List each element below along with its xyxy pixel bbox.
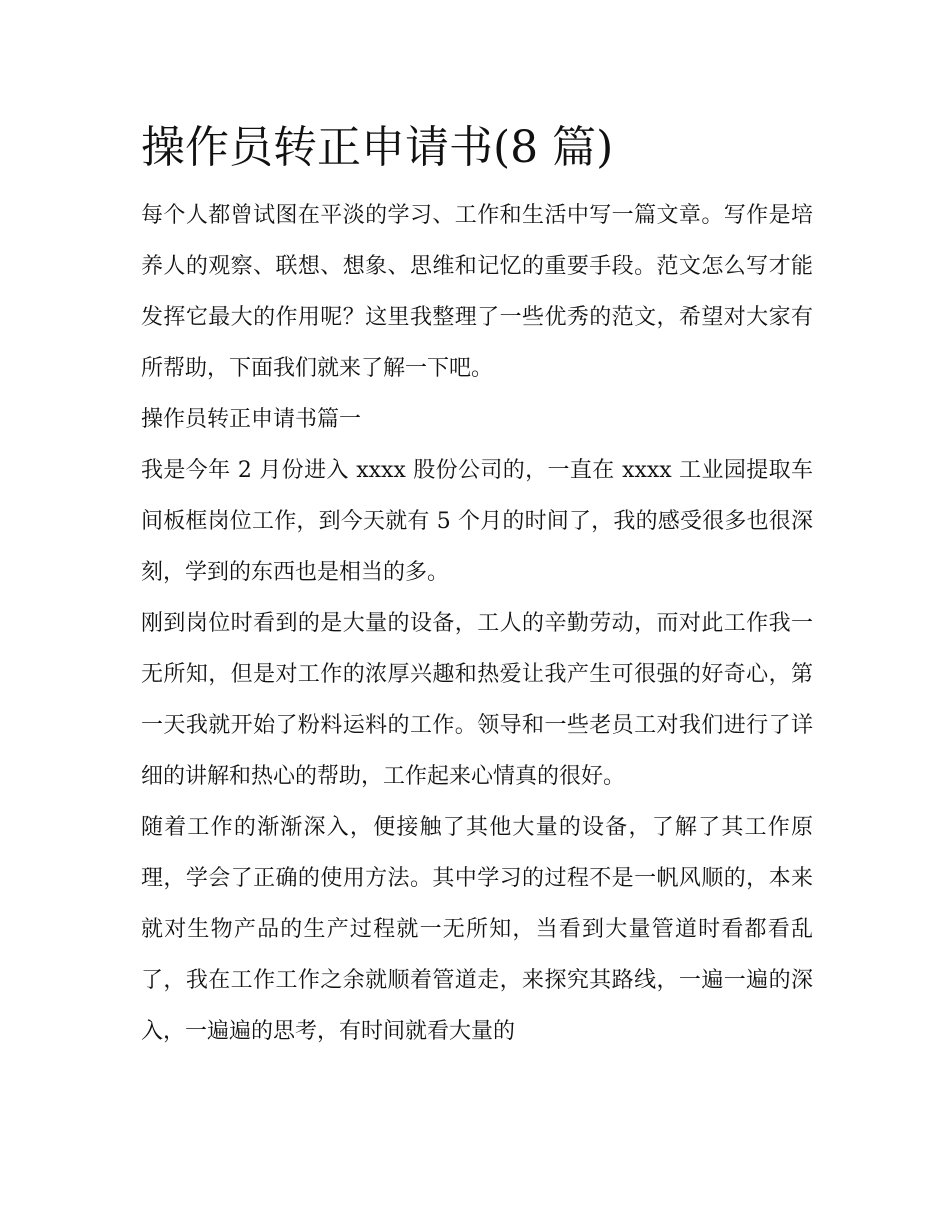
document-body	[141, 112, 813, 1057]
body-paragraph-2: 刚到岗位时看到的是大量的设备，工人的辛勤劳动，而对此工作我一无所知，但是对工作的浓厚兴趣和热爱让我产生可很强的好奇心，第一天我就开始了粉料运料的工作。领导和一些老员工对我们进行了详细的讲解和热心的帮助，工作起来心情真的很好。	[141, 611, 813, 789]
document-title: 操作员转正申请书(8 篇)	[141, 122, 614, 173]
intro-paragraph: 每个人都曾试图在平淡的学习、工作和生活中写一篇文章。写作是培养人的观察、联想、想象、思维和记忆的重要手段。范文怎么写才能发挥它最大的作用呢？这里我整理了一些优秀的范文，希望对大家有所帮助，下面我们就来了解一下吧。	[141, 203, 813, 381]
body-paragraph-3: 随着工作的渐渐深入，便接触了其他大量的设备，了解了其工作原理，学会了正确的使用方法。其中学习的过程不是一帆风顺的，本来就对生物产品的生产过程就一无所知，当看到大量管道时看都看乱了，我在工作工作之余就顺着管道走，来探究其路线，一遍一遍的深入，一遍遍的思考，有时间就看大量的	[141, 815, 813, 1044]
section-heading: 操作员转正申请书篇一	[141, 407, 362, 432]
body-paragraph-1: 我是今年 2 月份进入 xxxx 股份公司的，一直在 xxxx 工业园提取车间板框岗位工作，到今天就有 5 个月的时间了，我的感受很多也很深刻，学到的东西也是相当的多。	[141, 458, 813, 585]
